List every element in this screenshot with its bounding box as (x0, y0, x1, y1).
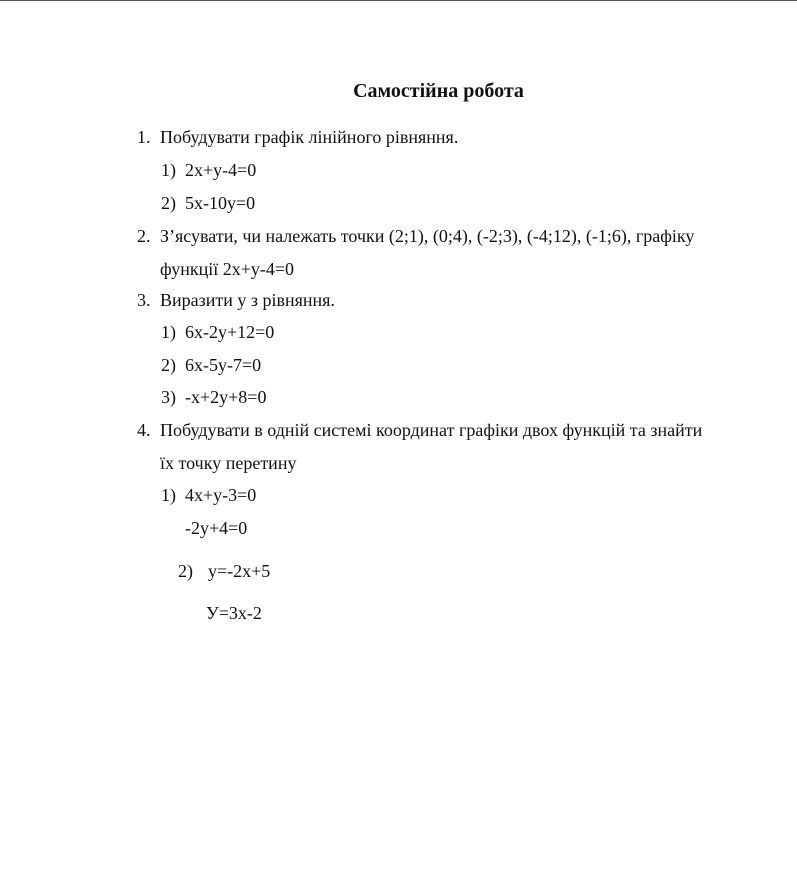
task-3-number: 3. (137, 290, 151, 310)
task-4-text-line1: Побудувати в одній системі координат графіки двох функцій та знайти (160, 420, 703, 440)
task-3-sub-1-text: 6x-2y+12=0 (185, 322, 275, 342)
task-4-sub-2-line2: У=3x-2 (206, 603, 262, 623)
task-4-sub-1-line1: 4x+y-3=0 (185, 485, 257, 505)
task-4-sub-2-line1: y=-2x+5 (208, 561, 271, 581)
task-3-sub-3-number: 3) (161, 387, 176, 407)
task-4-sub-2-number: 2) (178, 561, 193, 581)
task-4-number: 4. (137, 420, 151, 440)
task-2-text-line1: З’ясувати, чи належать точки (2;1), (0;4), (-2;3), (-4;12), (-1;6), графіку (160, 226, 695, 246)
task-1-sub-1-text: 2x+y-4=0 (185, 160, 257, 180)
task-4-sub-1-line2: -2y+4=0 (185, 518, 248, 538)
task-3-text: Виразити у з рівняння. (160, 290, 335, 310)
task-1-number: 1. (137, 127, 151, 147)
top-border-line (0, 0, 797, 1)
page-title: Самостійна робота (353, 80, 524, 102)
task-3-sub-3-text: -x+2y+8=0 (185, 387, 267, 407)
task-1-text: Побудувати графік лінійного рівняння. (160, 127, 459, 147)
task-1-sub-1-number: 1) (161, 160, 176, 180)
task-2-text-line2: функції 2x+y-4=0 (160, 259, 295, 279)
task-3-sub-1-number: 1) (161, 322, 176, 342)
task-1-sub-2-text: 5x-10y=0 (185, 193, 256, 213)
task-3-sub-2-text: 6x-5y-7=0 (185, 355, 262, 375)
task-3-sub-2-number: 2) (161, 355, 176, 375)
task-4-sub-1-number: 1) (161, 485, 176, 505)
task-1-sub-2-number: 2) (161, 193, 176, 213)
task-4-text-line2: їх точку перетину (160, 453, 297, 473)
task-2-number: 2. (137, 226, 151, 246)
